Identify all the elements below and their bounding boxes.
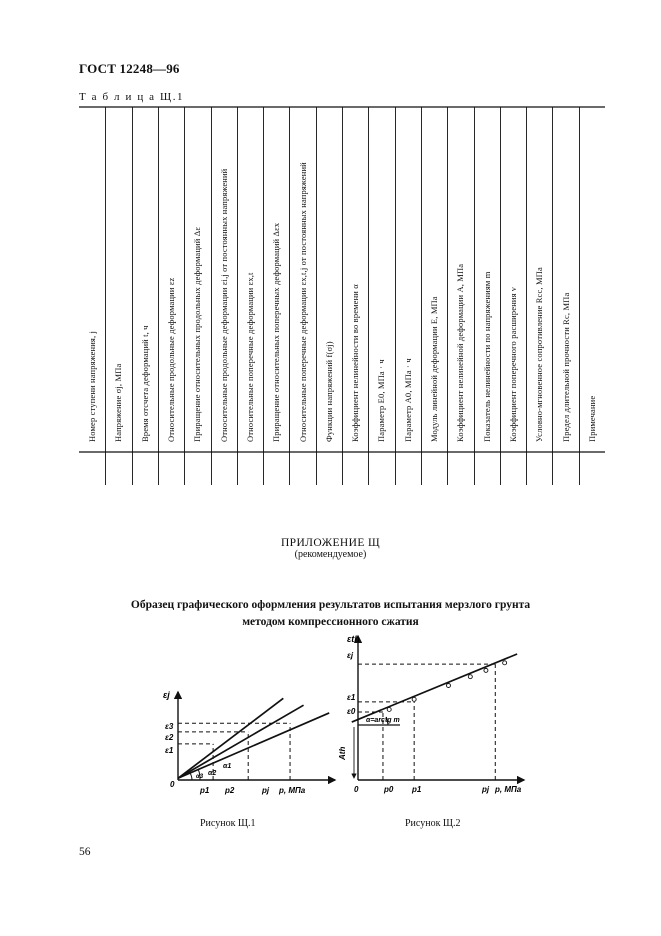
fig1-y-tick-2: ε2 [165,733,174,742]
table-column-header: Коэффициент поперечного расширения ν [507,287,518,442]
figure-2-caption: Рисунок Щ.2 [405,818,461,829]
results-table [79,106,605,485]
fig2-y-label: εth [347,634,360,644]
table-column-header: Параметр E0, МПа · ч [376,359,387,442]
fig1-x-tick-1: p1 [200,786,210,795]
figure-2-chart [328,630,528,798]
table-grid [79,106,605,485]
fig2-angle-label: α=arctg m [366,717,400,724]
table-column-header: Номер ступени напряжения, j [87,330,98,442]
fig1-origin: 0 [170,780,175,789]
table-column-header: Предел длительной прочности Rс, МПа [560,292,571,442]
fig1-y-tick-3: ε3 [165,722,174,731]
figure-1-chart [160,688,340,798]
appendix-heading-line1: Образец графического оформления результатов испытания мерзлого грунта [130,599,531,611]
table-column-header: Напряжение σj, МПа [113,363,124,442]
table-column-header: Относительные продольные деформации εz [166,277,177,442]
fig2-data-point [446,684,450,688]
fig1-y-tick-1: ε1 [165,746,174,755]
fig2-data-point [484,668,488,672]
fig2-x-tick-j: pj [482,785,490,794]
fig2-y-tick-j: εj [347,651,354,660]
fig1-y-label: εj [163,690,170,700]
fig2-y-tick-1: ε1 [347,693,356,702]
fig2-x-tick-1: p1 [412,785,422,794]
fig2-x-tick-0: p0 [384,785,394,794]
appendix-subtitle: (рекомендуемое) [294,549,367,560]
fig2-data-point [412,697,416,701]
fig2-data-point [503,661,507,665]
table-column-header: Коэффициент нелинейности во времени α [350,284,361,442]
fig2-ath-label: Ath [338,746,347,760]
table-column-header: Показатель нелинейности по напряжениям m [481,271,492,442]
fig1-angle-1: α1 [223,763,232,770]
table-column-header: Функции напряжений f(σj) [323,341,334,442]
fig1-angle-2: α2 [208,770,217,777]
fig2-x-label: p, МПа [495,785,522,794]
fig1-series-line-shallow [178,713,329,778]
table-column-header: Условно-мгновенное сопротивление Rсс, МПа [534,267,545,442]
fig2-series-main-line [352,654,517,722]
fig1-angle-arc-2 [190,773,192,780]
fig1-x-label: p, МПа [279,786,306,795]
table-column-header: Относительные поперечные деформации εx,t,j от постоянных напряжений [297,162,308,442]
table-column-header: Параметр A0, МПа · ч [402,358,413,442]
table-column-header: Модуль линейной деформации E, МПа [429,296,440,442]
fig1-series-line-mid [178,705,304,778]
fig1-x-tick-2: p2 [225,786,235,795]
table-caption: Т а б л и ц а Щ.1 [79,91,185,103]
appendix-heading [0,597,661,631]
table-column-header: Время отсчета деформаций t, ч [139,325,150,442]
table-column-header: Коэффициент нелинейной деформации A, МПа [455,263,466,442]
figure-1-caption: Рисунок Щ.1 [200,818,256,829]
document-code: ГОСТ 12248—96 [79,61,180,76]
table-column-header: Относительные продольные деформации εi,j от постоянных напряжений [218,168,229,442]
table-column-header: Относительные поперечные деформации εx,t [244,272,255,442]
fig2-data-point [468,675,472,679]
fig1-angle-3: α3 [196,774,204,780]
fig2-origin: 0 [354,785,359,794]
page-number: 56 [79,846,91,858]
fig2-data-point [387,707,391,711]
fig2-y-tick-0: ε0 [347,707,356,716]
fig1-x-tick-j: pj [262,786,270,795]
appendix-heading-line2: методом компрессионного сжатия [242,616,419,628]
table-column-header: Приращение относительных продольных деформаций Δε [192,226,203,442]
table-column-header: Приращение относительных поперечных деформаций Δεx [271,222,282,442]
table-column-header: Примечание [586,395,597,442]
appendix-title: ПРИЛОЖЕНИЕ Щ [280,537,381,549]
